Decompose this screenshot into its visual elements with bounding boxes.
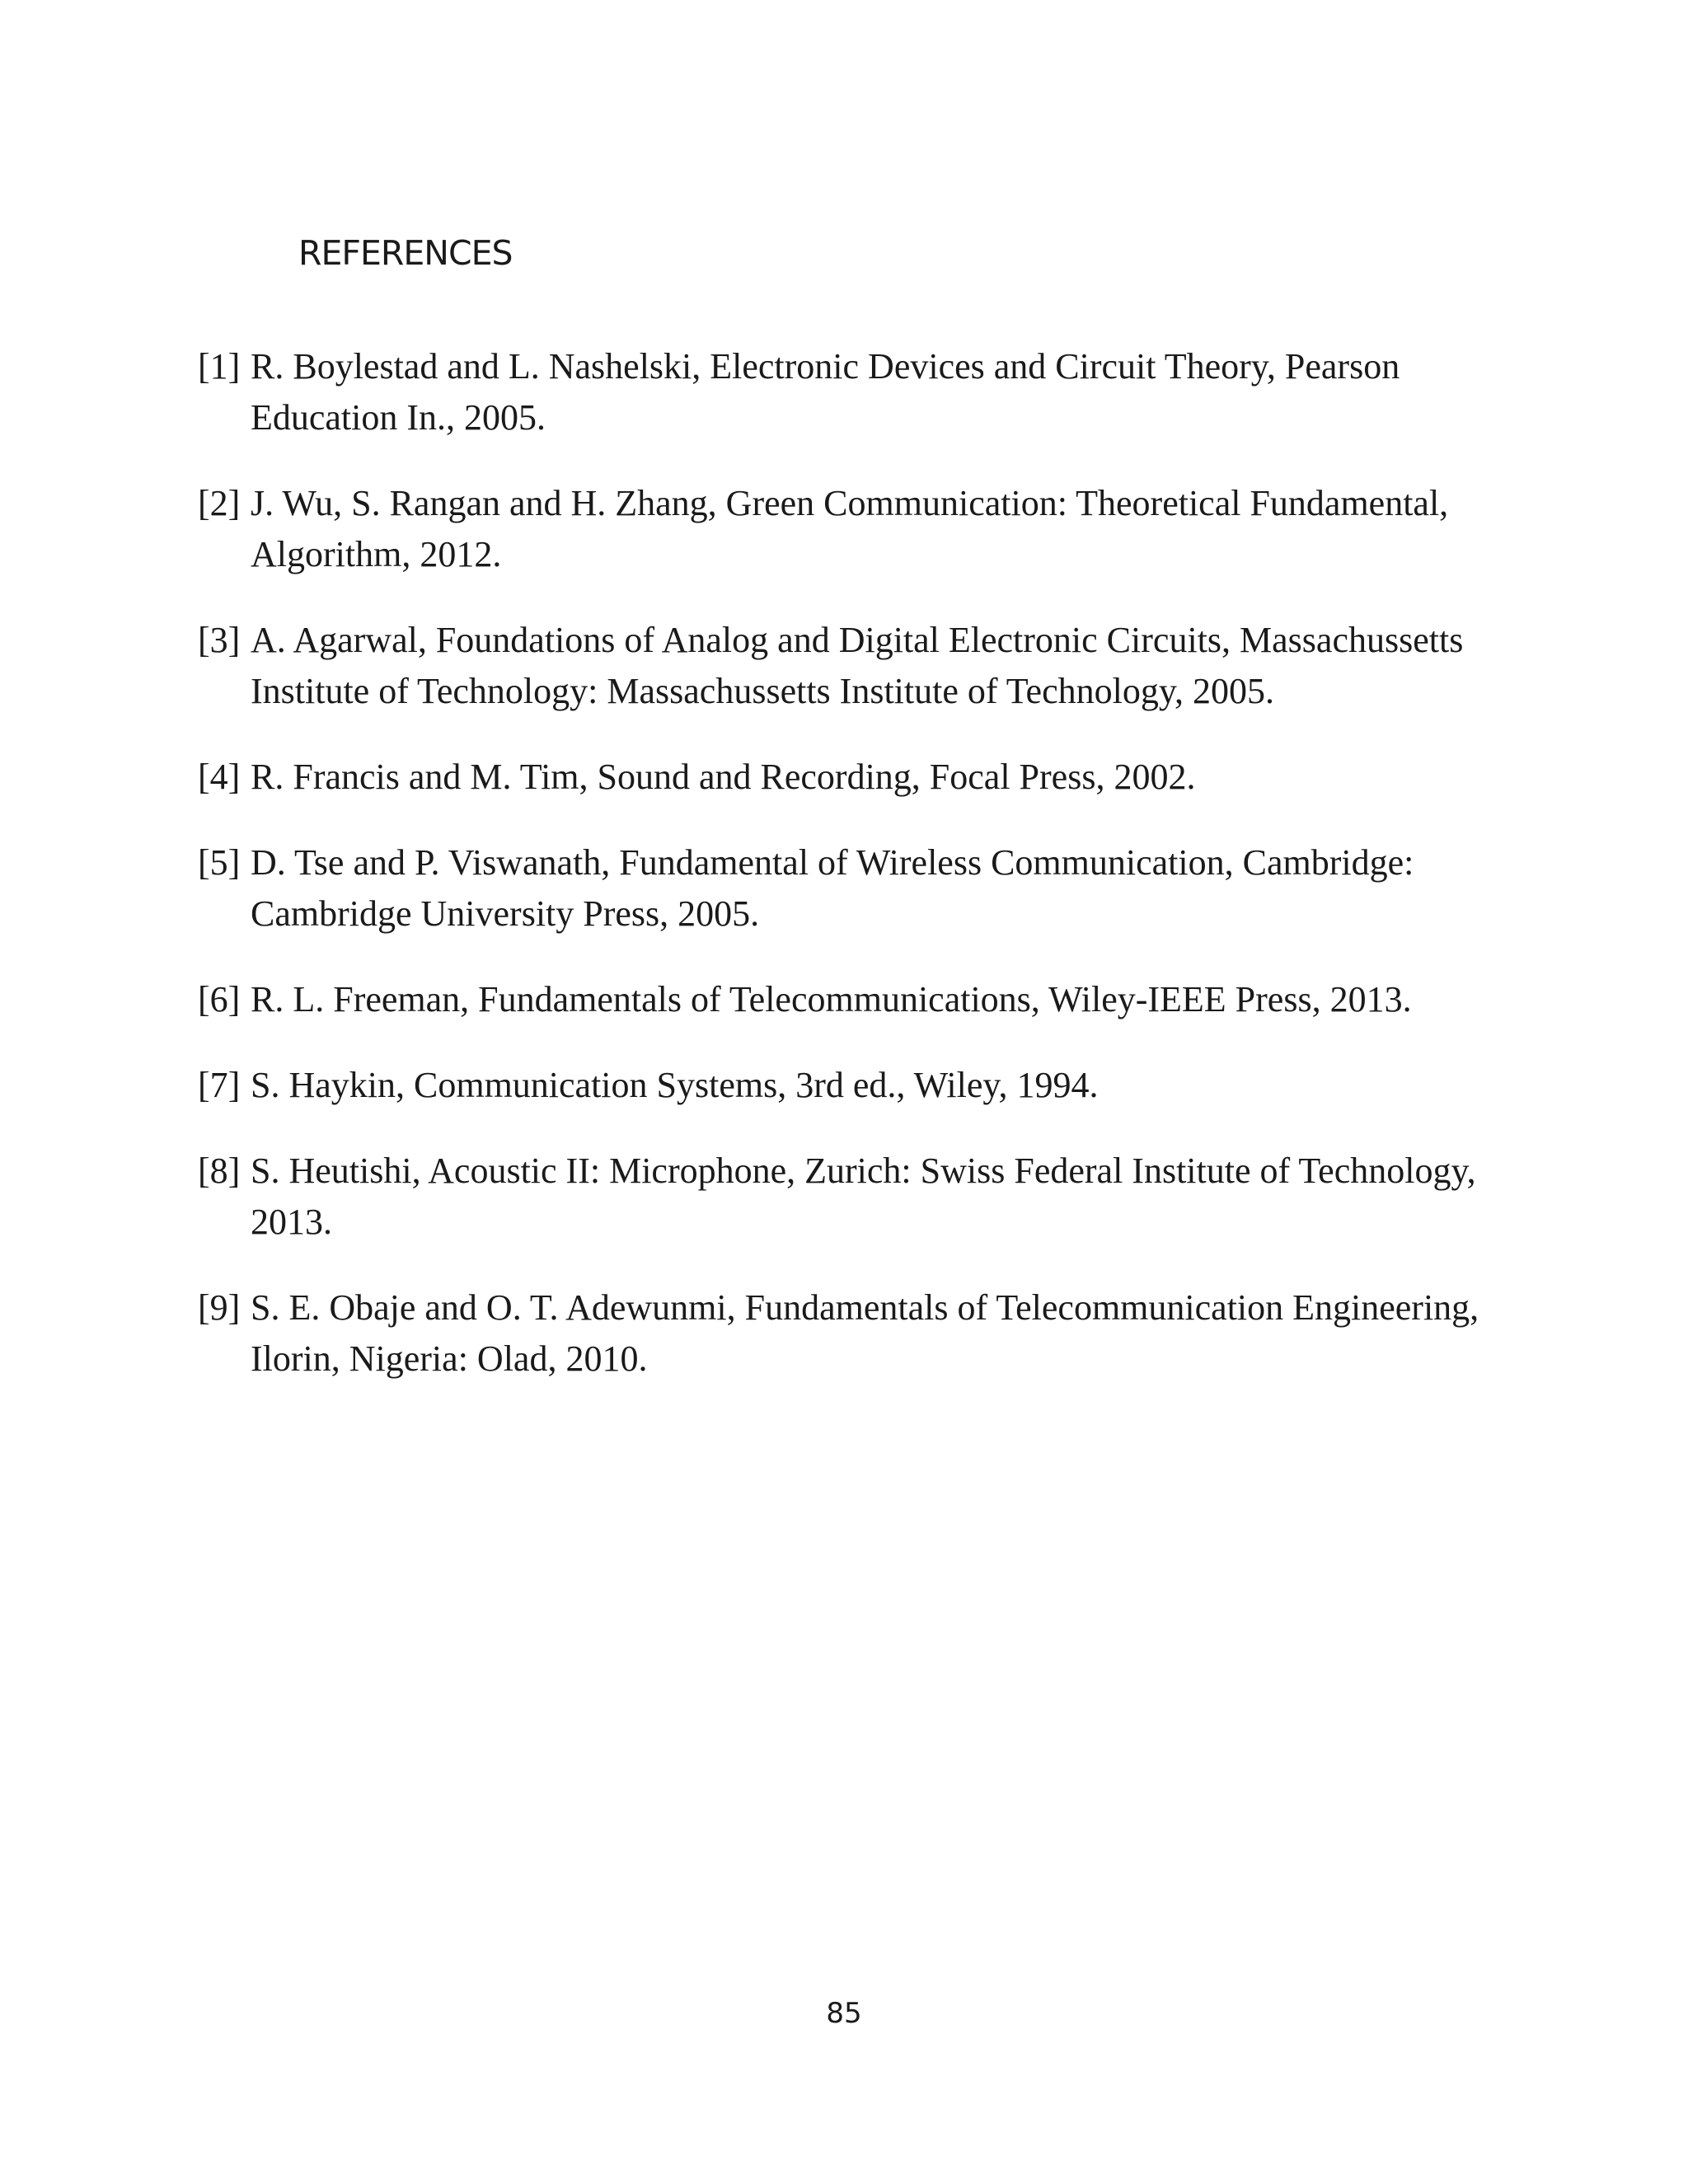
reference-number: [9] (198, 1287, 241, 1328)
reference-list (198, 341, 1550, 1419)
reference-number: [2] (198, 483, 241, 523)
section-heading: REFERENCES (298, 233, 513, 273)
reference-text: S. Haykin, Communication Systems, 3rd ed., Wiley, 1994. (251, 1065, 1099, 1105)
reference-item (198, 974, 1550, 1025)
page-number: 85 (826, 1997, 862, 2030)
reference-item (198, 615, 1550, 717)
reference-number: [4] (198, 757, 241, 797)
reference-item (198, 341, 1550, 443)
reference-number: [8] (198, 1151, 241, 1191)
reference-text: A. Agarwal, Foundations of Analog and Digital Electronic Circuits, Massachussetts Institute of Technology: Massachussetts Institute of Technology, 2005. (251, 620, 1464, 711)
reference-number: [5] (198, 842, 241, 883)
reference-number: [1] (198, 346, 241, 387)
reference-text: R. L. Freeman, Fundamentals of Telecommunications, Wiley-IEEE Press, 2013. (251, 979, 1412, 1019)
reference-text: R. Boylestad and L. Nashelski, Electronic Devices and Circuit Theory, Pearson Education In., 2005. (251, 346, 1400, 438)
reference-text: R. Francis and M. Tim, Sound and Recording, Focal Press, 2002. (251, 757, 1196, 797)
reference-item (198, 837, 1550, 940)
reference-number: [7] (198, 1065, 241, 1105)
reference-text: D. Tse and P. Viswanath, Fundamental of Wireless Communication, Cambridge: Cambridge University Press, 2005. (251, 842, 1414, 934)
reference-number: [6] (198, 979, 241, 1019)
reference-text: J. Wu, S. Rangan and H. Zhang, Green Communication: Theoretical Fundamental, Algorithm, 2012. (251, 483, 1449, 574)
reference-item (198, 1060, 1550, 1111)
reference-item (198, 478, 1550, 580)
reference-item (198, 1146, 1550, 1248)
reference-text: S. E. Obaje and O. T. Adewunmi, Fundamentals of Telecommunication Engineering, Ilorin, Nigeria: Olad, 2010. (251, 1287, 1479, 1379)
reference-text: S. Heutishi, Acoustic II: Microphone, Zurich: Swiss Federal Institute of Technology, 2013. (251, 1151, 1476, 1242)
reference-item (198, 1282, 1550, 1385)
reference-number: [3] (198, 620, 241, 660)
reference-item (198, 752, 1550, 803)
